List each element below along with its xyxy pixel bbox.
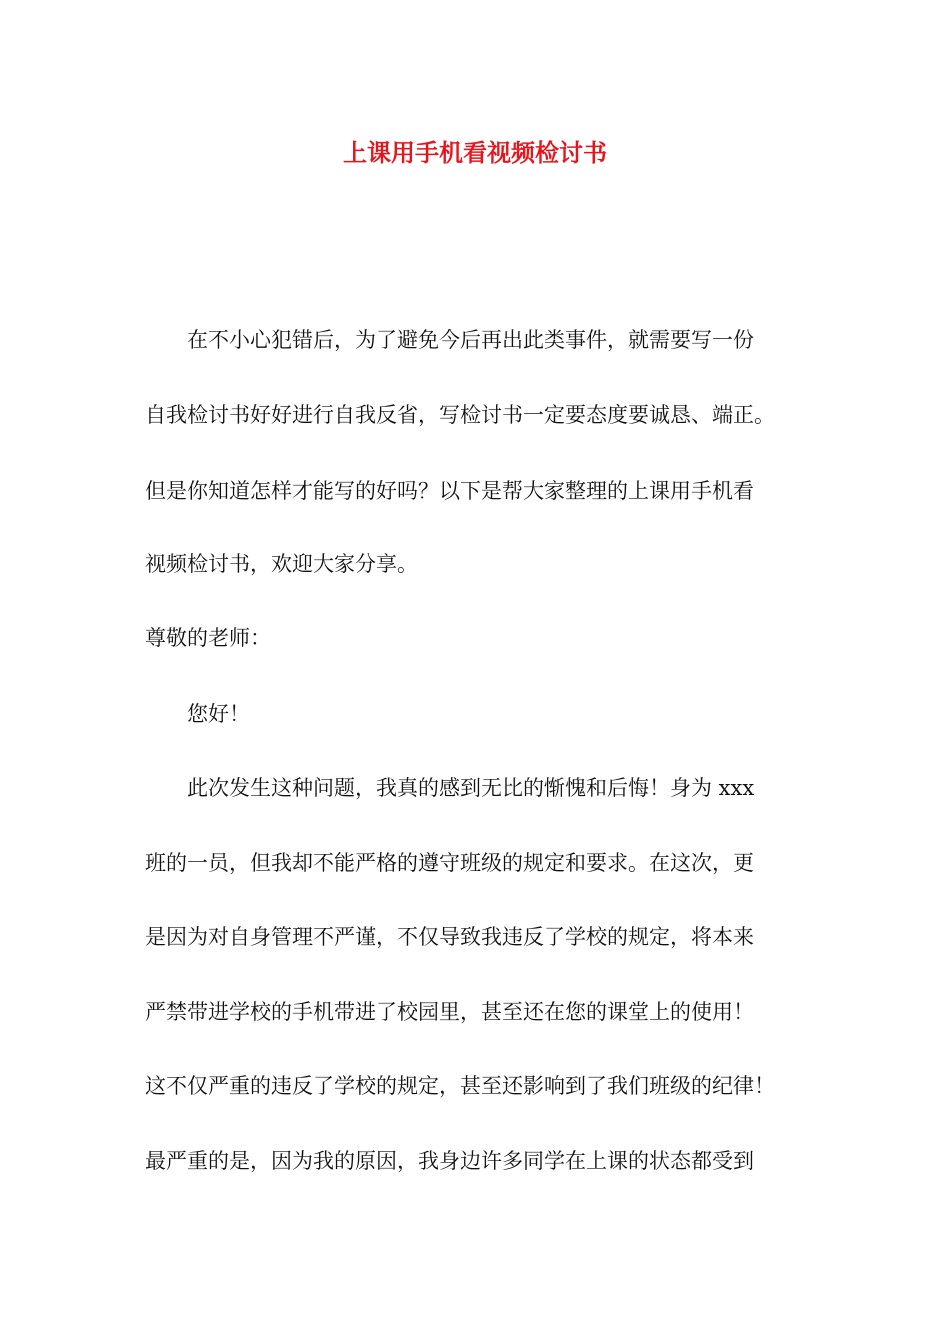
- text-line-10: 严禁带进学校的手机带进了校园里，甚至还在您的课堂上的使用！: [145, 1000, 754, 1024]
- greeting: 您好！: [145, 702, 250, 726]
- text-line-1: 在不小心犯错后，为了避免今后再出此类事件，就需要写一份: [145, 328, 754, 352]
- text-line-4: 视频检讨书，欢迎大家分享。: [145, 552, 418, 576]
- text-line-7: 此次发生这种问题，我真的感到无比的惭愧和后悔！身为 xxx: [145, 776, 755, 800]
- text-line-2: 自我检讨书好好进行自我反省，写检讨书一定要态度要诚恳、端正。: [145, 403, 775, 427]
- text-line-8: 班的一员，但我却不能严格的遵守班级的规定和要求。在这次，更: [145, 851, 754, 875]
- document-title: 上课用手机看视频检讨书: [343, 138, 607, 167]
- text-line-12: 最严重的是，因为我的原因，我身边许多同学在上课的状态都受到: [145, 1149, 754, 1173]
- text-line-9: 是因为对自身管理不严谨，不仅导致我违反了学校的规定，将本来: [145, 925, 754, 949]
- salutation: 尊敬的老师：: [145, 626, 271, 650]
- text-line-11: 这不仅严重的违反了学校的规定，甚至还影响到了我们班级的纪律！: [145, 1074, 775, 1098]
- text-line-3: 但是你知道怎样才能写的好吗？以下是帮大家整理的上课用手机看: [145, 479, 754, 503]
